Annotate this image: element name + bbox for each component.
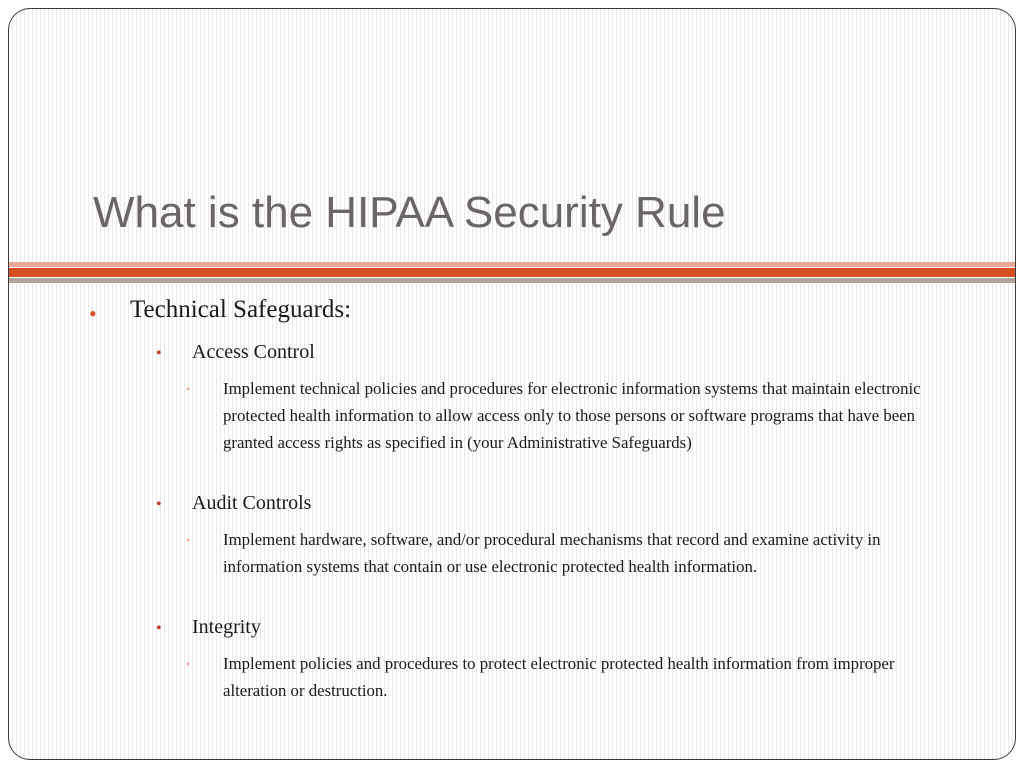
slide-body [9, 9, 1015, 759]
safeguard-audit-controls: Audit Controls [192, 492, 312, 514]
safeguard-access-control-detail: Implement technical policies and procedures for electronic information systems that maintain electronic protected health information to allow access only to those persons or software programs that have been granted access rights as specified in (your Administrative Safeguards) [223, 379, 921, 452]
slide [8, 8, 1016, 760]
sub-bullet-icon: • [186, 533, 191, 547]
safeguard-integrity-detail: Implement policies and procedures to protect electronic protected health information from improper alteration or destruction. [223, 654, 895, 700]
bullet-icon: • [89, 301, 97, 326]
bullet-icon: • [156, 345, 162, 362]
safeguard-access-control: Access Control [192, 341, 315, 363]
safeguard-audit-controls-detail: Implement hardware, software, and/or procedural mechanisms that record and examine activity in information systems that contain or use electronic protected health information. [223, 530, 881, 576]
sub-bullet-icon: • [186, 382, 191, 396]
safeguard-integrity: Integrity [192, 616, 261, 638]
bullet-icon: • [156, 496, 162, 513]
section-heading: Technical Safeguards: [130, 296, 352, 323]
bullet-icon: • [156, 620, 162, 637]
sub-bullet-icon: • [186, 657, 191, 671]
slide-title: What is the HIPAA Security Rule [93, 188, 726, 237]
